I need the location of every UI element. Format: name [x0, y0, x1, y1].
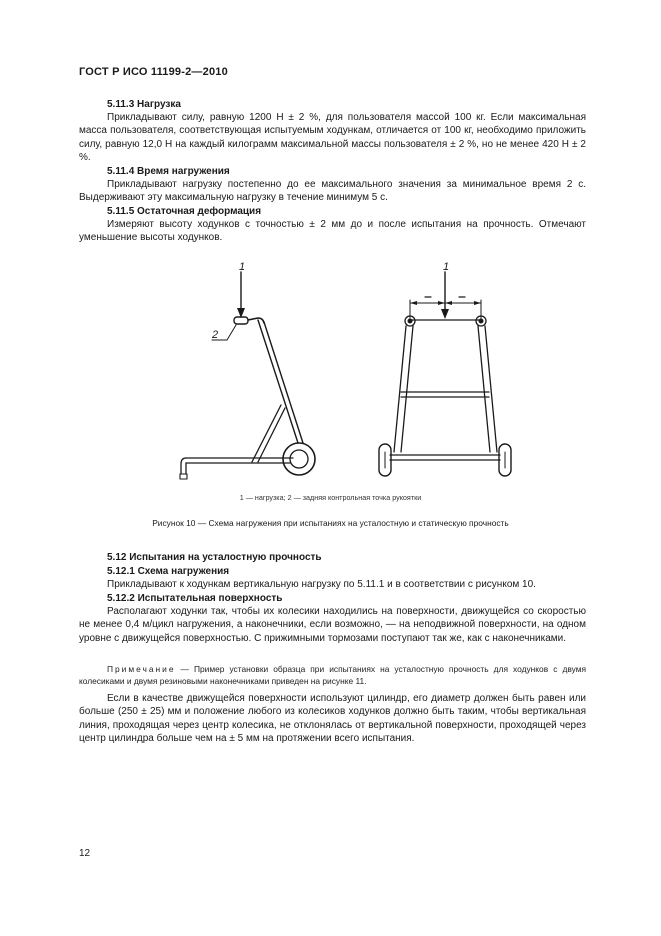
figure-legend: 1 — нагрузка; 2 — задняя контрольная точка рукоятки [239, 493, 422, 502]
heading-5-12-2: 5.12.2 Испытательная поверхность [107, 593, 283, 604]
figure-label-1-left: 1 [239, 261, 246, 273]
figure-label-1-right: 1 [443, 261, 450, 273]
heading-5-11-3: 5.11.3 Нагрузка [107, 99, 181, 110]
walker-front-view [379, 272, 511, 476]
heading-5-11-4: 5.11.4 Время нагружения [107, 166, 230, 177]
note-paragraph [79, 664, 586, 687]
page-number: 12 [79, 848, 91, 859]
heading-5-11-5: 5.11.5 Остаточная деформация [107, 206, 262, 217]
figure-caption: Рисунок 10 — Схема нагружения при испытаниях на усталостную и статическую прочность [152, 518, 509, 528]
heading-5-12-1: 5.12.1 Схема нагружения [107, 566, 230, 577]
figure-label-2: 2 [212, 329, 219, 341]
walker-side-view [180, 272, 315, 479]
document-header: ГОСТ Р ИСО 11199-2—2010 [79, 66, 228, 78]
note-text: — Пример установки образца при испытаниях на усталостную прочность для ходунков с двумя колесиками и двумя резиновыми наконечниками приведен на рисунке 11. [79, 664, 586, 686]
heading-5-12: 5.12 Испытания на усталостную прочность [107, 552, 322, 563]
paragraph-5-12-1: Прикладывают к ходункам вертикальную нагрузку по 5.11.1 и в соответствии с рисунком 10. [107, 579, 536, 590]
paragraph-cylinder: Если в качестве движущейся поверхности используют цилиндр, его диаметр должен быть равен или больше (250 ± 25) мм и положение любого из колесиков ходунков должно быть таким, чтобы вертикальная линия, проходящая через центр колесика, не отклонялась от вертикальной поверхности, проходящей через центр цилиндра больше чем на ± 5 мм на протяжении всего испытания. [79, 693, 586, 745]
paragraph-5-11-3: Прикладывают силу, равную 1200 Н ± 2 %, для пользователя массой 100 кг. Если максимальная масса пользователя, соответствующая испытуемым ходункам, отличается от 100 кг, необходимо приложить силу, равную 12,0 Н на каждый килограмм максимальной массы пользователя ± 2 %, но не менее 420 Н ± 2 %. [79, 112, 586, 164]
paragraph-5-11-5: Измеряют высоту ходунков с точностью ± 2 мм до и после испытания на прочность. Отмечают уменьшение высоты ходунков. [79, 219, 586, 244]
paragraph-5-11-4: Прикладывают нагрузку постепенно до ее максимального значения за минимальное время 2 с. Выдерживают эту максимальную нагрузку в течение минимум 5 с. [79, 179, 586, 204]
paragraph-5-12-2: Располагают ходунки так, чтобы их колесики находились на поверхности, движущейся со скоростью не менее 0,4 м/цикл нагружения, а наконечники, если возможно, — на неподвижной поверхности, на одном уровне с движущейся поверхностью. С прижимными тормозами поступают так же, как с наконечниками. [79, 606, 586, 644]
note-label: Примечание [107, 664, 176, 674]
